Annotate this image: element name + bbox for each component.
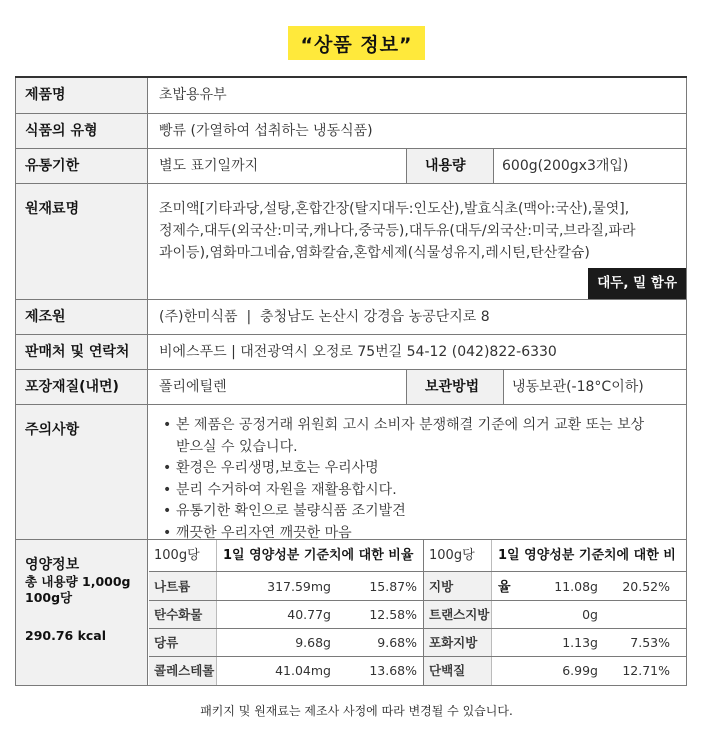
caution-item-text: 본 제품은 공정거래 위원회 고시 소비자 분쟁해결 기준에 의거 교환 또는 보상 <box>176 417 645 433</box>
row-packaging <box>16 370 686 405</box>
page-title: “상품 정보” <box>288 26 424 60</box>
nutrient-name: 단백질 <box>424 657 492 685</box>
nutrition-row <box>149 657 423 685</box>
value-food-type: 빵류 (가열하여 섭취하는 냉동식품) <box>159 123 373 139</box>
nutrient-pct <box>604 601 686 628</box>
caution-item: • 분리 수거하여 자원을 재활용합시다. <box>163 480 680 502</box>
row-product-name <box>16 78 686 114</box>
nutrient-amount: 40.77g <box>287 607 331 622</box>
nutrition-row <box>149 572 423 601</box>
label-product-name: 제품명 <box>16 78 148 113</box>
nutrition-header <box>149 540 423 572</box>
label-expiry: 유통기한 <box>16 149 148 183</box>
caution-item: • 유통기한 확인으로 불량식품 조기발견 <box>163 501 680 523</box>
nutrition-row <box>424 629 686 657</box>
nutrient-amount: 317.59mg <box>267 579 331 594</box>
nutrient-amount: 9.68g <box>295 635 331 650</box>
value-expiry: 별도 표기일까지 <box>159 158 259 174</box>
nutrient-name: 콜레스테롤 <box>149 657 217 685</box>
value-seller: 비에스푸드 | 대전광역시 오정로 75번길 54-12 (042)822-6330 <box>159 344 557 360</box>
nutrient-amount: 41.04mg <box>275 663 331 678</box>
title-wrap <box>0 26 713 60</box>
row-seller <box>16 335 686 370</box>
row-food-type <box>16 114 686 149</box>
nutrition-pct-header: 1일 영양성분 기준치에 대한 비율 <box>223 548 414 563</box>
nutrient-pct: 13.68% <box>369 663 417 678</box>
nutrient-pct: 20.52% <box>622 579 670 594</box>
label-seller: 판매처 및 연락처 <box>16 335 148 369</box>
label-storage: 보관방법 <box>406 370 504 404</box>
label-packaging: 포장재질(내면) <box>16 370 148 404</box>
nutrient-name: 당류 <box>149 629 217 656</box>
value-net-weight: 600g(200gx3개입) <box>502 158 629 174</box>
caution-item-text-cont: 받으실 수 있습니다. <box>176 438 298 455</box>
label-net-weight: 내용량 <box>406 149 494 183</box>
nutrition-label-cell <box>16 540 148 685</box>
nutrition-per-header: 100g당 <box>149 540 217 571</box>
nutrient-name: 포화지방 <box>424 629 492 656</box>
label-manufacturer: 제조원 <box>16 300 148 334</box>
nutrition-row <box>424 572 686 601</box>
nutrient-pct: 7.53% <box>630 635 670 650</box>
nutrition-total: 총 내용량 1,000g <box>25 574 131 589</box>
value-storage: 냉동보관(-18°C이하) <box>512 379 644 395</box>
nutrition-row <box>424 601 686 629</box>
nutrient-amount: 0g <box>582 607 598 622</box>
nutrient-name: 나트륨 <box>149 572 217 600</box>
row-ingredients <box>16 184 686 300</box>
nutrition-pct-header: 1일 영양성분 기준치에 대한 비율 <box>498 548 676 595</box>
caution-item: • 깨끗한 우리자연 깨끗한 마음 <box>163 523 680 545</box>
label-food-type: 식품의 유형 <box>16 114 148 148</box>
nutrient-pct: 15.87% <box>369 579 417 594</box>
row-nutrition <box>16 540 686 685</box>
caution-item <box>163 415 680 458</box>
value-packaging: 폴리에틸렌 <box>159 379 227 395</box>
caution-list <box>163 415 680 544</box>
label-caution: 주의사항 <box>16 405 148 539</box>
label-ingredients: 원재료명 <box>16 184 148 299</box>
nutrient-name: 지방 <box>424 572 492 600</box>
nutrition-per: 100g당 <box>25 590 73 605</box>
allergen-badge: 대두, 밀 함유 <box>588 268 686 299</box>
nutrition-title: 영양정보 <box>25 557 80 573</box>
ingredients-line: 정제수,대두(외국산:미국,캐나다,중국등),대두유(대두/외국산:미국,브라질,파라 <box>159 223 636 239</box>
nutrient-pct: 12.71% <box>622 663 670 678</box>
nutrition-per-header: 100g당 <box>424 540 492 571</box>
ingredients-line: 과이등),염화마그네슘,염화칼슘,혼합세제(식물성유지,레시틴,탄산칼슘) <box>159 245 590 261</box>
nutrition-row <box>424 657 686 685</box>
nutrition-kcal: 290.76 kcal <box>25 628 107 643</box>
nutrition-row <box>149 629 423 657</box>
nutrient-name: 탄수화물 <box>149 601 217 628</box>
footer-note: 패키지 및 원재료는 제조사 사정에 따라 변경될 수 있습니다. <box>200 704 513 718</box>
value-product-name: 초밥용유부 <box>159 87 227 103</box>
row-caution <box>16 405 686 540</box>
value-manufacturer: (주)한미식품 | 충청남도 논산시 강경읍 농공단지로 8 <box>159 309 490 325</box>
nutrient-amount: 11.08g <box>554 579 598 594</box>
nutrient-amount: 1.13g <box>562 635 598 650</box>
nutrient-name: 트랜스지방 <box>424 601 492 628</box>
caution-item: • 환경은 우리생명,보호는 우리사명 <box>163 458 680 480</box>
row-expiry <box>16 149 686 184</box>
nutrition-table-left <box>149 540 424 685</box>
row-manufacturer <box>16 300 686 335</box>
nutrient-pct: 12.58% <box>369 607 417 622</box>
nutrient-pct: 9.68% <box>377 635 417 650</box>
nutrition-row <box>149 601 423 629</box>
nutrition-table-right <box>424 540 686 685</box>
product-info-table <box>15 77 687 686</box>
nutrient-amount: 6.99g <box>562 663 598 678</box>
ingredients-line: 조미액[기타과당,설탕,혼합간장(탈지대두:인도산),발효식초(맥아:국산),물엿], <box>159 201 630 217</box>
